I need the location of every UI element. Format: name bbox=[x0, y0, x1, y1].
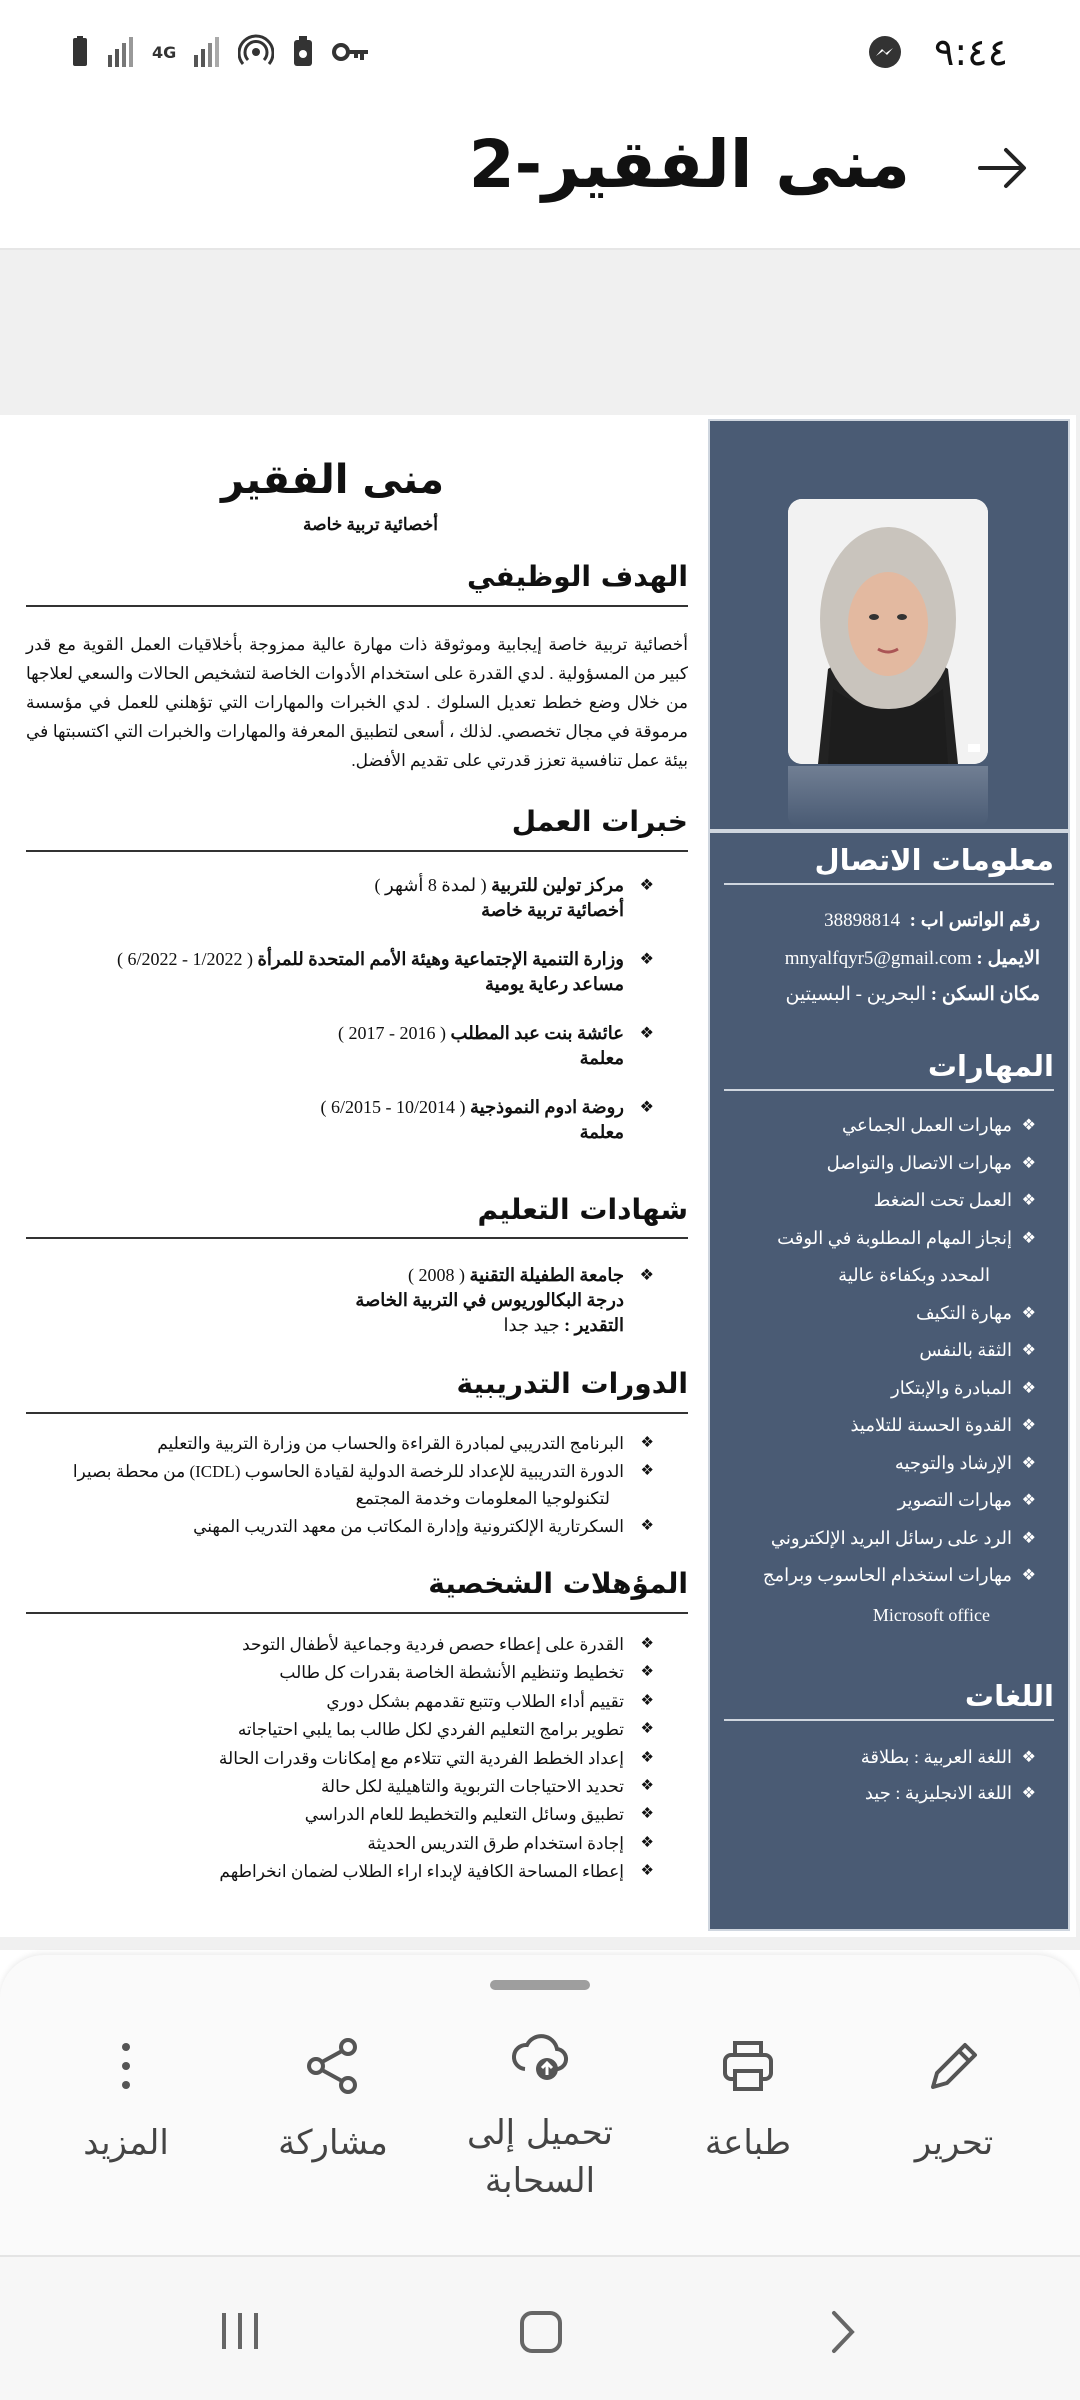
more-vertical-icon bbox=[95, 2035, 157, 2097]
job-place: وزارة التنمية الإجتماعية وهيئة الأمم المتحدة للمرأة bbox=[257, 949, 624, 969]
job-place: عائشة بنت عبد المطلب bbox=[450, 1023, 624, 1043]
skill-item bbox=[777, 1227, 1036, 1249]
cloud-upload-icon bbox=[509, 2025, 571, 2087]
course-text: البرنامج التدريبي لمبادرة القراءة والحساب من وزارة التربية والتعليم bbox=[157, 1434, 624, 1453]
job-place: مركز تولين للتربية bbox=[491, 875, 624, 895]
bullet-icon: ❖ bbox=[639, 951, 654, 968]
bullet-icon: ❖ bbox=[640, 1462, 654, 1479]
job-place: روضة ادوم النموذجية bbox=[469, 1097, 624, 1117]
bullet-icon: ❖ bbox=[1021, 1342, 1036, 1359]
messenger-icon bbox=[868, 35, 902, 69]
job-period: ( 10/2014 - 6/2015 ) bbox=[320, 1097, 466, 1117]
battery-icon bbox=[70, 36, 90, 68]
job-item bbox=[116, 947, 654, 997]
back-arrow-icon[interactable] bbox=[972, 138, 1032, 198]
email-value: mnyalfqyr5@gmail.com bbox=[784, 948, 972, 969]
skill-item bbox=[770, 1527, 1036, 1549]
language-text: اللغة الانجليزية : جيد bbox=[864, 1783, 1012, 1803]
whatsapp-value: 38898814 bbox=[824, 910, 901, 931]
print-label: طباعة bbox=[704, 2123, 792, 2163]
cv-name: منى الفقير bbox=[220, 457, 444, 503]
action-sheet bbox=[0, 1955, 1080, 2255]
bullet-icon: ❖ bbox=[639, 877, 654, 894]
job-period: ( لمدة 8 أشهر ) bbox=[374, 875, 487, 895]
home-icon[interactable] bbox=[518, 2309, 564, 2355]
bullet-icon: ❖ bbox=[640, 1517, 654, 1534]
job-item bbox=[374, 873, 654, 923]
skill-item bbox=[891, 1377, 1036, 1399]
bullet-icon: ❖ bbox=[639, 1267, 654, 1284]
course-item bbox=[72, 1458, 654, 1485]
job-role: معلمة bbox=[579, 1048, 624, 1068]
education-grade-label: التقدير : bbox=[564, 1315, 624, 1335]
vpn-key-icon bbox=[332, 40, 370, 64]
contact-address bbox=[785, 983, 1040, 1006]
job-item bbox=[338, 1021, 654, 1071]
signal-icon bbox=[108, 37, 134, 67]
quality-item bbox=[326, 1688, 654, 1715]
education-degree: درجة البكالوريوس في التربية الخاصة bbox=[355, 1290, 624, 1310]
cv-subtitle: أخصائية تربية خاصة bbox=[303, 515, 438, 534]
quality-item bbox=[218, 1745, 654, 1772]
quality-text: تطوير برامج التعليم الفردي لكل طالب بما يلبي احتياجاته bbox=[237, 1720, 624, 1740]
course-item bbox=[157, 1430, 654, 1457]
job-role: معلمة bbox=[579, 1122, 624, 1142]
quality-item bbox=[237, 1716, 654, 1743]
languages-heading: اللغات bbox=[964, 1679, 1054, 1713]
upload-cloud-button[interactable] bbox=[440, 2025, 640, 2205]
bullet-icon: ❖ bbox=[1021, 1192, 1036, 1209]
skills-heading-line bbox=[724, 1089, 1054, 1091]
whatsapp-label: رقم الواتس اب : bbox=[909, 910, 1040, 931]
quality-item bbox=[367, 1830, 654, 1857]
contact-heading-line bbox=[724, 883, 1054, 885]
quality-text: إعطاء المساحة الكافية لإبداء اراء الطلاب لضمان انخراطهم bbox=[219, 1862, 624, 1882]
sheet-drag-handle[interactable] bbox=[490, 1980, 590, 1990]
contact-whatsapp bbox=[824, 909, 1040, 932]
bullet-icon: ❖ bbox=[1021, 1379, 1036, 1397]
bullet-icon: ❖ bbox=[640, 1834, 654, 1851]
skill-text: العمل تحت الضغط bbox=[873, 1190, 1012, 1210]
quality-text: إجادة استخدام طرق التدريس الحديثة bbox=[367, 1833, 624, 1853]
qualities-line bbox=[26, 1612, 688, 1614]
objective-heading: الهدف الوظيفي bbox=[467, 560, 688, 593]
bullet-icon: ❖ bbox=[640, 1664, 654, 1681]
photo-reflection bbox=[788, 766, 988, 826]
job-item bbox=[320, 1095, 654, 1145]
share-button[interactable] bbox=[233, 2035, 433, 2167]
bullet-icon: ❖ bbox=[640, 1435, 654, 1451]
bullet-icon: ❖ bbox=[1021, 1417, 1036, 1434]
bullet-icon: ❖ bbox=[639, 1025, 654, 1042]
job-period: ( 2016 - 2017 ) bbox=[338, 1023, 447, 1043]
quality-text: تطبيق وسائل التعليم والتخطيط للعام الدراسي bbox=[304, 1805, 624, 1825]
courses-line bbox=[26, 1412, 688, 1414]
more-label: المزيد bbox=[83, 2123, 169, 2163]
share-label: مشاركة bbox=[278, 2123, 388, 2163]
back-nav-icon[interactable] bbox=[828, 2309, 858, 2355]
job-period: ( 1/2022 - 6/2022 ) bbox=[116, 949, 253, 969]
education-item bbox=[355, 1263, 654, 1338]
skill-text: إنجاز المهام المطلوبة في الوقت bbox=[777, 1227, 1012, 1248]
bullet-icon: ❖ bbox=[1021, 1154, 1036, 1172]
objective-text: أخصائية تربية خاصة إيجابية وموثوقة ذات مهارة عالية ممزوجة بأخلاقيات العمل القوية مع قدر كبير من المسؤولية . لدي القدرة على استخدام الأدوات الخاصة لتشخيص الحالات والسعي لعلاجها من خلال وضع خطط تعديل السلوك . لدي الخبرات والمهارات التي تؤهلني للعمل في مؤسسة مرموقة في مجال تخصصي. لذلك ، أسعى لتطبيق المعرفة والمهارات والخبرات التي اكتسبتها في بيئة عمل تنافسية تعزز قدرتي على تقديم الأفضل. bbox=[26, 635, 688, 770]
bullet-icon: ❖ bbox=[640, 1863, 654, 1880]
upload-label-line2: السحابة bbox=[484, 2161, 596, 2201]
network-type-label: 4G bbox=[152, 42, 177, 62]
edit-label: تحرير bbox=[914, 2123, 994, 2163]
skills-heading: المهارات bbox=[927, 1049, 1054, 1083]
course-text: الدورة التدريبية للإعداد للرخصة الدولية لقيادة الحاسوب (ICDL) من محطة بصيرا bbox=[72, 1461, 624, 1481]
language-text: اللغة العربية : بطلاقة bbox=[860, 1747, 1012, 1767]
document-title: منى الفقير-2 bbox=[468, 126, 910, 203]
skill-text: مهارات استخدام الحاسوب وبرامج bbox=[762, 1565, 1012, 1585]
bullet-icon: ❖ bbox=[1021, 1229, 1036, 1247]
skill-text: الإرشاد والتوجيه bbox=[894, 1452, 1012, 1473]
bullet-icon: ❖ bbox=[1021, 1304, 1036, 1322]
quality-text: تخطيط وتنظيم الأنشطة الخاصة بقدرات كل طالب bbox=[279, 1663, 624, 1683]
skill-text: المبادرة والإبتكار bbox=[891, 1377, 1012, 1398]
hotspot-icon bbox=[238, 34, 274, 70]
education-line bbox=[26, 1237, 688, 1239]
quality-item bbox=[279, 1659, 654, 1686]
quality-item bbox=[304, 1801, 654, 1828]
skill-item bbox=[850, 1415, 1036, 1436]
bullet-icon: ❖ bbox=[640, 1692, 654, 1709]
status-time: ٩:٤٤ bbox=[933, 30, 1008, 74]
education-school: جامعة الطفيلة التقنية bbox=[469, 1265, 624, 1285]
course-item bbox=[193, 1513, 654, 1540]
profile-photo-image bbox=[788, 499, 988, 764]
skill-item bbox=[841, 1115, 1036, 1136]
experience-heading: خبرات العمل bbox=[511, 805, 688, 838]
languages-heading-line bbox=[724, 1719, 1054, 1721]
skill-item bbox=[762, 1565, 1036, 1586]
education-heading: شهادات التعليم bbox=[477, 1193, 688, 1226]
qualities-heading: المؤهلات الشخصية bbox=[428, 1567, 688, 1600]
quality-text: تحديد الاحتياجات التربوية والتاهيلية لكل حالة bbox=[320, 1777, 624, 1796]
skill-item bbox=[897, 1490, 1036, 1511]
contact-heading: معلومات الاتصال bbox=[814, 843, 1054, 877]
profile-photo bbox=[788, 499, 988, 764]
printer-icon bbox=[717, 2035, 779, 2097]
quality-text: تقييم أداء الطلاب وتتبع تقدمهم بشكل دوري bbox=[326, 1691, 624, 1711]
skill-text: مهارات العمل الجماعي bbox=[841, 1115, 1012, 1135]
skill-text: مهارات التصوير bbox=[897, 1490, 1012, 1510]
education-grade: جيد جدا bbox=[503, 1315, 560, 1335]
bullet-icon: ❖ bbox=[640, 1749, 654, 1766]
objective-line bbox=[26, 605, 688, 607]
pencil-icon bbox=[923, 2035, 985, 2097]
contact-email bbox=[785, 947, 1040, 970]
skill-item-continued bbox=[873, 1605, 990, 1626]
skill-text: المحدد وبكفاءة عالية bbox=[838, 1265, 990, 1285]
skill-text: الثقة بالنفس bbox=[919, 1340, 1012, 1360]
skill-item bbox=[919, 1340, 1036, 1361]
bullet-icon: ❖ bbox=[639, 1099, 654, 1116]
bullet-icon: ❖ bbox=[640, 1806, 654, 1823]
bullet-icon: ❖ bbox=[1021, 1492, 1036, 1509]
skill-text: الرد على رسائل البريد الإلكتروني bbox=[770, 1527, 1012, 1548]
app-header bbox=[0, 110, 1080, 250]
skill-item bbox=[894, 1452, 1036, 1474]
more-button[interactable] bbox=[26, 2035, 226, 2167]
edit-button[interactable] bbox=[854, 2035, 1054, 2167]
status-bar bbox=[0, 0, 1080, 110]
skill-item-continued bbox=[838, 1265, 990, 1286]
email-label: الايميل : bbox=[976, 948, 1040, 969]
recent-apps-icon[interactable] bbox=[218, 2309, 262, 2353]
upload-label-line1: تحميل إلى bbox=[466, 2113, 614, 2153]
language-item bbox=[864, 1783, 1036, 1804]
quality-item bbox=[219, 1858, 654, 1885]
bullet-icon: ❖ bbox=[640, 1636, 654, 1652]
course-text: لتكنولوجيا المعلومات وخدمة المجتمع bbox=[355, 1489, 610, 1508]
print-button[interactable] bbox=[648, 2035, 848, 2167]
skill-item bbox=[916, 1302, 1036, 1324]
cv-sidebar bbox=[708, 419, 1070, 1931]
address-label: مكان السكن : bbox=[930, 984, 1040, 1005]
status-icons bbox=[70, 34, 370, 70]
bullet-icon: ❖ bbox=[1021, 1529, 1036, 1547]
skill-text: مهارة التكيف bbox=[916, 1302, 1012, 1323]
quality-text: إعداد الخطط الفردية التي تتلاءم مع إمكانات وقدرات الحالة bbox=[218, 1748, 624, 1768]
education-year: ( 2008 ) bbox=[407, 1265, 465, 1285]
job-role: مساعد رعاية يومية bbox=[485, 974, 624, 994]
bullet-icon: ❖ bbox=[1021, 1749, 1036, 1766]
bullet-icon: ❖ bbox=[1021, 1785, 1036, 1802]
quality-item bbox=[242, 1631, 654, 1658]
job-role: أخصائية تربية خاصة bbox=[481, 900, 624, 920]
bullet-icon: ❖ bbox=[640, 1778, 654, 1794]
battery-saver-icon bbox=[292, 36, 314, 68]
skill-item bbox=[873, 1190, 1036, 1211]
language-item bbox=[860, 1747, 1036, 1768]
address-value: البحرين - البسيتين bbox=[785, 984, 927, 1005]
skill-text: Microsoft office bbox=[872, 1605, 990, 1625]
system-nav-bar bbox=[0, 2257, 1080, 2400]
bullet-icon: ❖ bbox=[640, 1721, 654, 1738]
signal-icon-2 bbox=[194, 37, 220, 67]
quality-item bbox=[320, 1773, 654, 1800]
experience-line bbox=[26, 850, 688, 852]
cv-document bbox=[0, 415, 1076, 1937]
sidebar-divider bbox=[710, 829, 1068, 833]
bullet-icon: ❖ bbox=[1021, 1567, 1036, 1584]
skill-item bbox=[826, 1152, 1036, 1174]
quality-text: القدرة على إعطاء حصص فردية وجماعية لأطفال التوحد bbox=[242, 1635, 624, 1654]
bullet-icon: ❖ bbox=[1021, 1117, 1036, 1134]
share-icon bbox=[302, 2035, 364, 2097]
course-item-continued bbox=[356, 1485, 610, 1512]
cv-main bbox=[26, 415, 688, 1935]
skill-text: القدوة الحسنة للتلاميذ bbox=[850, 1415, 1012, 1435]
bullet-icon: ❖ bbox=[1021, 1454, 1036, 1472]
course-text: السكرتارية الإلكترونية وإدارة المكاتب من معهد التدريب المهني bbox=[193, 1516, 624, 1536]
skill-text: مهارات الاتصال والتواصل bbox=[826, 1152, 1012, 1173]
courses-heading: الدورات التدريبية bbox=[456, 1367, 688, 1400]
